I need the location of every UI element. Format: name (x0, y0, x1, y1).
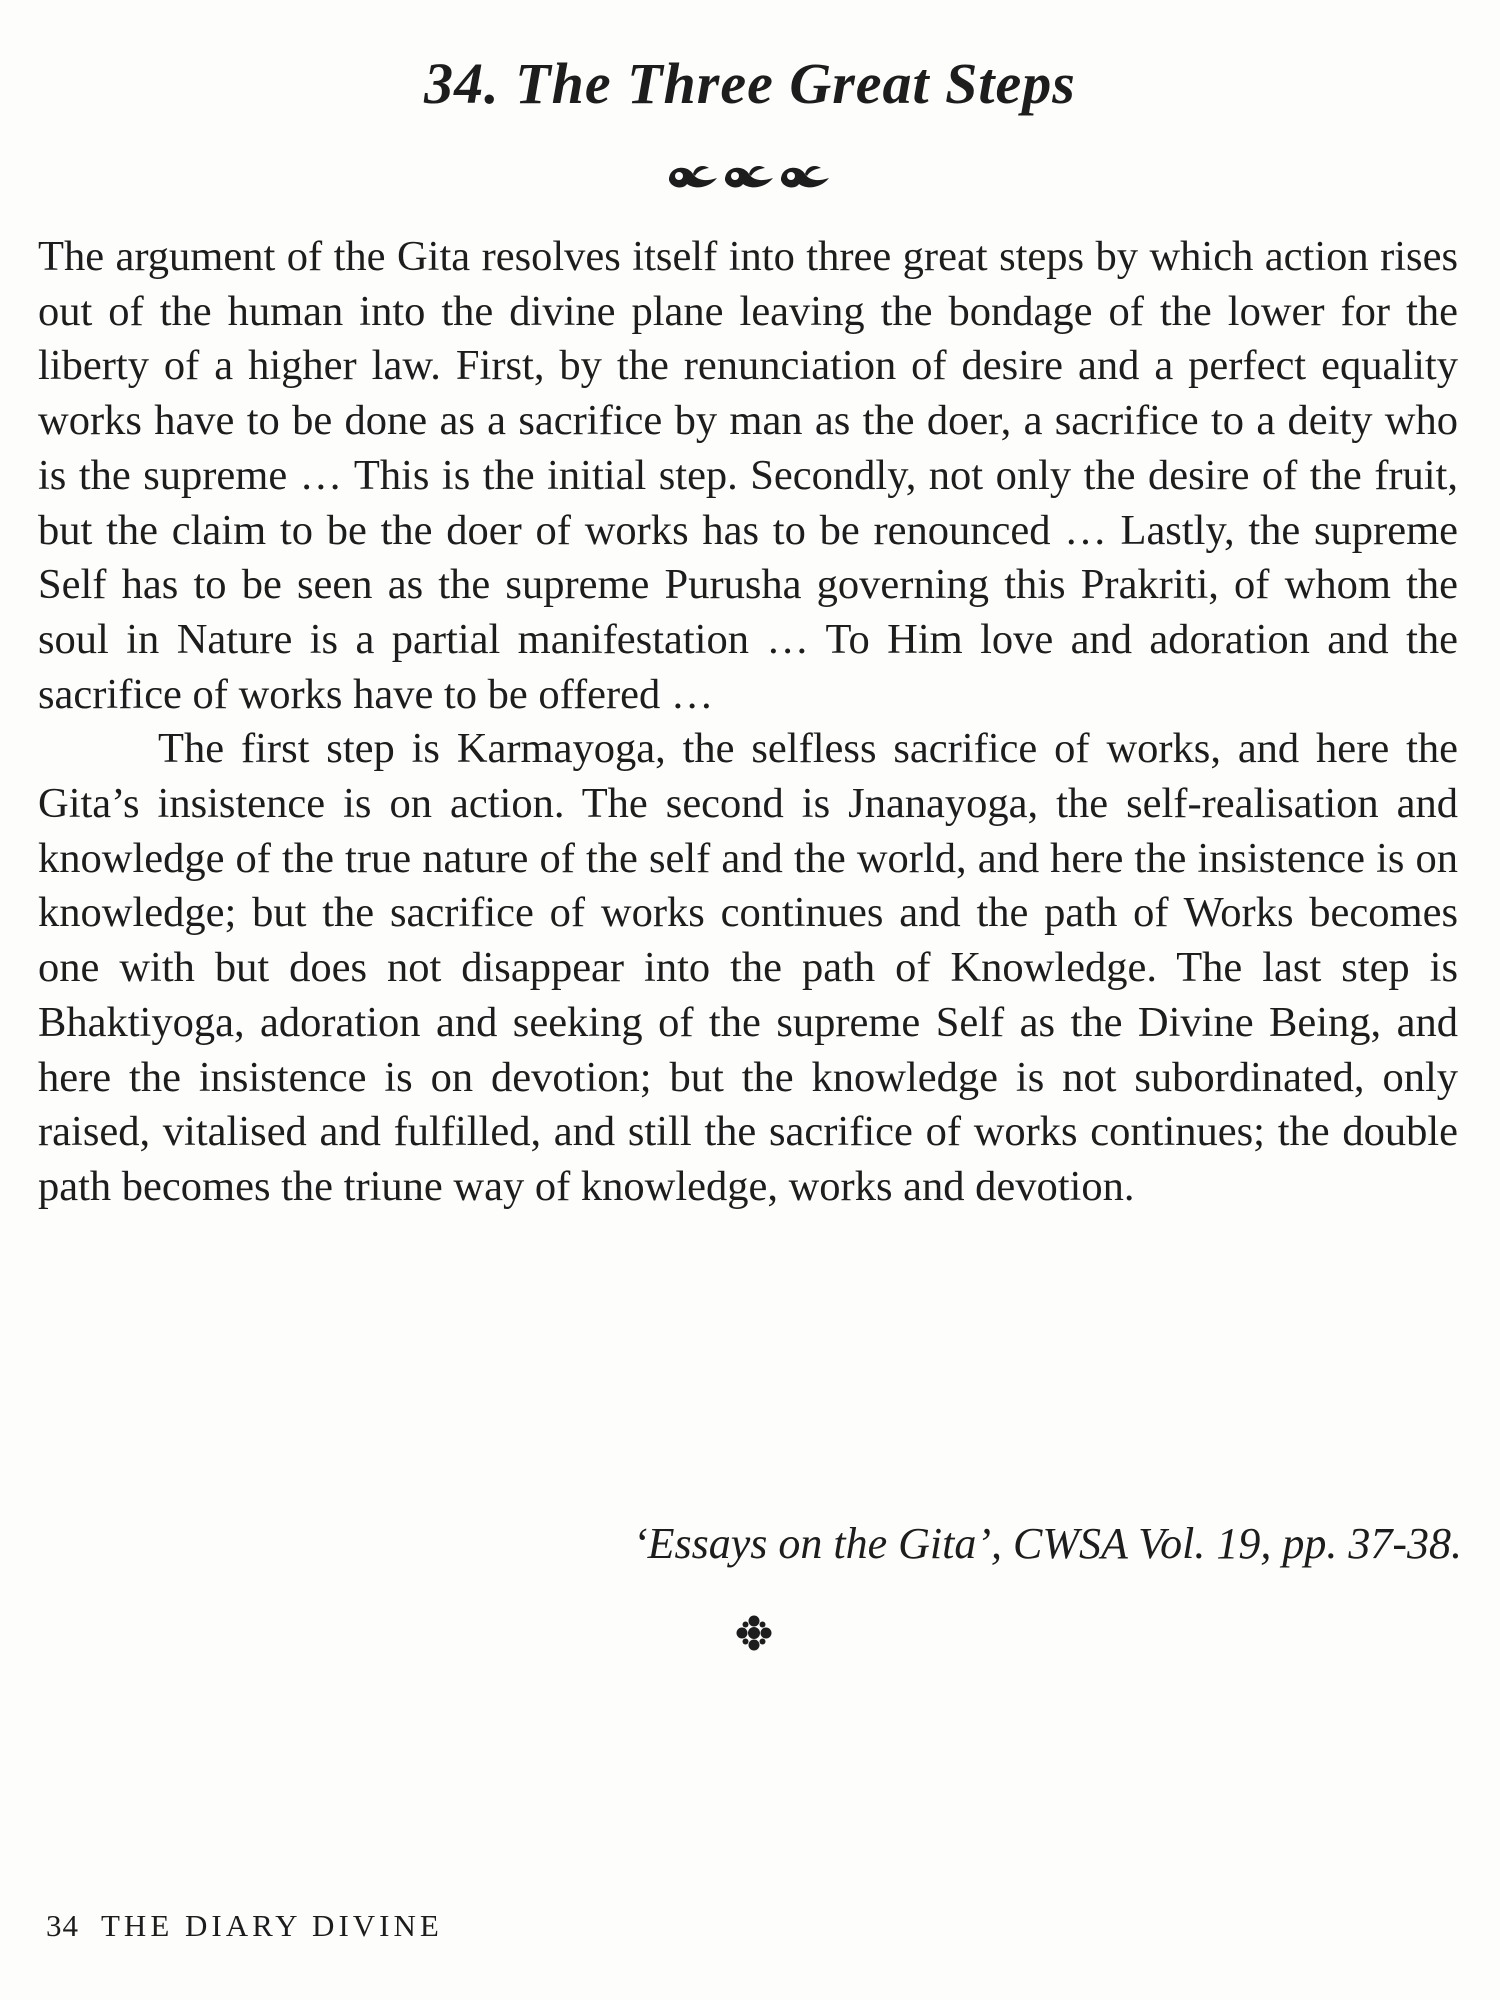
page-number: 34 (46, 1908, 79, 1943)
paragraph-1: The argument of the Gita resolves itself into three great steps by which action rises out of the human into the divine plane leaving the bondage of the lower for the liberty of a higher law. First, by the renunciation of desire and a perfect equality works have to be done as a sacrifice by man as the doer, a sacrifice to a deity who is the supreme … This is the initial step. Secondly, not only the desire of the fruit, but the claim to be the doer of works has to be renounced … Lastly, the supreme Self has to be seen as the supreme Purusha governing this Prakriti, of whom the soul in Nature is a partial manifestation … To Him love and adoration and the sacrifice of works have to be offered … (38, 233, 1458, 718)
fleuron-row-icon (665, 156, 835, 192)
paragraph-2: The first step is Karmayoga, the selfless sacrifice of works, and here the Gita’s insistence is on action. The second is Jnanayoga, the self-realisation and knowledge of the true nature of the self and the world, and here the insistence is on knowledge; but the sacrifice of works continues and the path of Works becomes one with but does not disappear into the path of Knowledge. The last step is Bhaktiyoga, adoration and seeking of the supreme Self as the Divine Being, and here the insistence is on devotion; but the knowledge is not subordinated, only raised, vitalised and fulfilled, and still the sacrifice of works continues; the double path becomes the triune way of knowledge, works and devotion. (38, 725, 1458, 1210)
chapter-title: 34. The Three Great Steps (424, 51, 1076, 116)
end-ornament (735, 1614, 773, 1657)
source-citation: ‘Essays on the Gita’, CWSA Vol. 19, pp. 37-38. (632, 1519, 1462, 1568)
end-mark-icon (735, 1614, 773, 1652)
title-ornament (0, 156, 1500, 197)
running-title: THE DIARY DIVINE (101, 1908, 443, 1943)
passage-text (38, 230, 1458, 1215)
page-footer (46, 1908, 443, 1944)
